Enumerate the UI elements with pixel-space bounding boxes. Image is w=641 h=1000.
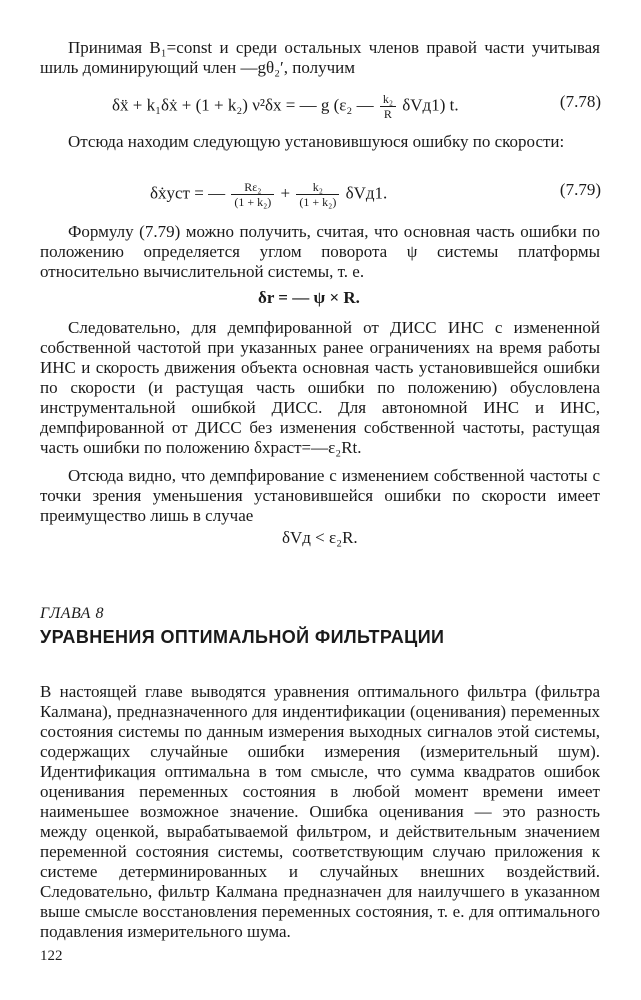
equation-number-7-79: (7.79) — [559, 180, 601, 199]
equation-condition: δVд < ε₂R. — [282, 528, 358, 547]
plus-sign: + — [280, 183, 291, 203]
equation-7-78-rhs: δVд1) t. — [402, 95, 459, 115]
equation-7-78-fraction — [380, 92, 396, 121]
equation-7-79-fraction-2 — [296, 180, 339, 209]
fraction-denominator: R — [383, 107, 392, 121]
equation-number-7-78: (7.78) — [559, 92, 601, 111]
fraction-numerator: k₂ — [296, 180, 339, 195]
paragraph-damped-ins: Следовательно, для демпфированной от ДИСС ИНС с измененной собственной частотой при указанных ранее ограничениях на время работы ИНС и скорость движения объекта основная часть установившейся ошибки по скорости (и растущая часть ошибки по положению) обусловлена инструментальной ошибкой ДИСС. Для автономной ИНС и ИНС, демпфированной от ДИСС без изменения собственной частоты, растущая часть ошибки по положению δxраст=—ε₂Rt. — [40, 318, 600, 457]
page-number: 122 — [40, 948, 63, 964]
equation-7-78 — [112, 92, 459, 121]
equation-7-79-fraction-1 — [231, 180, 274, 209]
equation-7-79-lhs: δẋуст = — — [150, 183, 226, 203]
chapter-title: УРАВНЕНИЯ ОПТИМАЛЬНОЙ ФИЛЬТРАЦИИ — [40, 627, 445, 647]
paragraph-formula-origin: Формулу (7.79) можно получить, считая, что основная часть ошибки по положению определяется углом поворота ψ системы платформы относительно вычислительной системы, т. е. — [40, 222, 600, 281]
equation-7-79 — [150, 180, 387, 209]
paragraph-chapter-intro: В настоящей главе выводятся уравнения оптимального фильтра (фильтра Калмана), предназначенного для индентификации (оценивания) переменных состояния системы по данным измерения выходных сигналов этой системы, содержащих случайные ошибки измерения (измерительный шум). Идентификация оптимальна в том смысле, что сумма квадратов ошибок оценивания переменных состояния в любой момент времени имеет наименьшее возможное значение. Ошибка оценивания — это разность между оценкой, вырабатываемой фильтром, и действительным значением переменной состояния системы, соответствующим случаю приложения к системе детерминированных и случайных внешних воздействий. Следовательно, фильтр Калмана предназначен для наилучшего в указанном выше смысле восстановления переменных состояния, т. е. для оптимального подавления измерительного шума. — [40, 682, 600, 941]
equation-7-79-tail: δVд1. — [345, 183, 388, 203]
equation-delta-r: δr = — ψ × R. — [258, 288, 360, 307]
fraction-numerator: Rε₂ — [231, 180, 274, 195]
fraction-numerator: k₂ — [380, 92, 396, 107]
fraction-denominator: (1 + k₂) — [234, 195, 272, 209]
chapter-label: ГЛАВА 8 — [40, 605, 104, 622]
fraction-denominator: (1 + k₂) — [299, 195, 337, 209]
paragraph-intro: Принимая B₁=const и среди остальных членов правой части учитывая шиль доминирующий член —gθ₂′, получим — [40, 38, 600, 77]
paragraph-steady-error: Отсюда находим следующую установившуюся ошибку по скорости: — [68, 132, 565, 151]
equation-7-78-lhs: δẍ + k₁δẋ + (1 + k₂) ν²δx = — g (ε₂ — — [112, 95, 374, 115]
paragraph-damping-advantage: Отсюда видно, что демпфирование с изменением собственной частоты с точки зрения уменьшения установившейся ошибки по скорости имеет преимущество лишь в случае — [40, 466, 600, 525]
